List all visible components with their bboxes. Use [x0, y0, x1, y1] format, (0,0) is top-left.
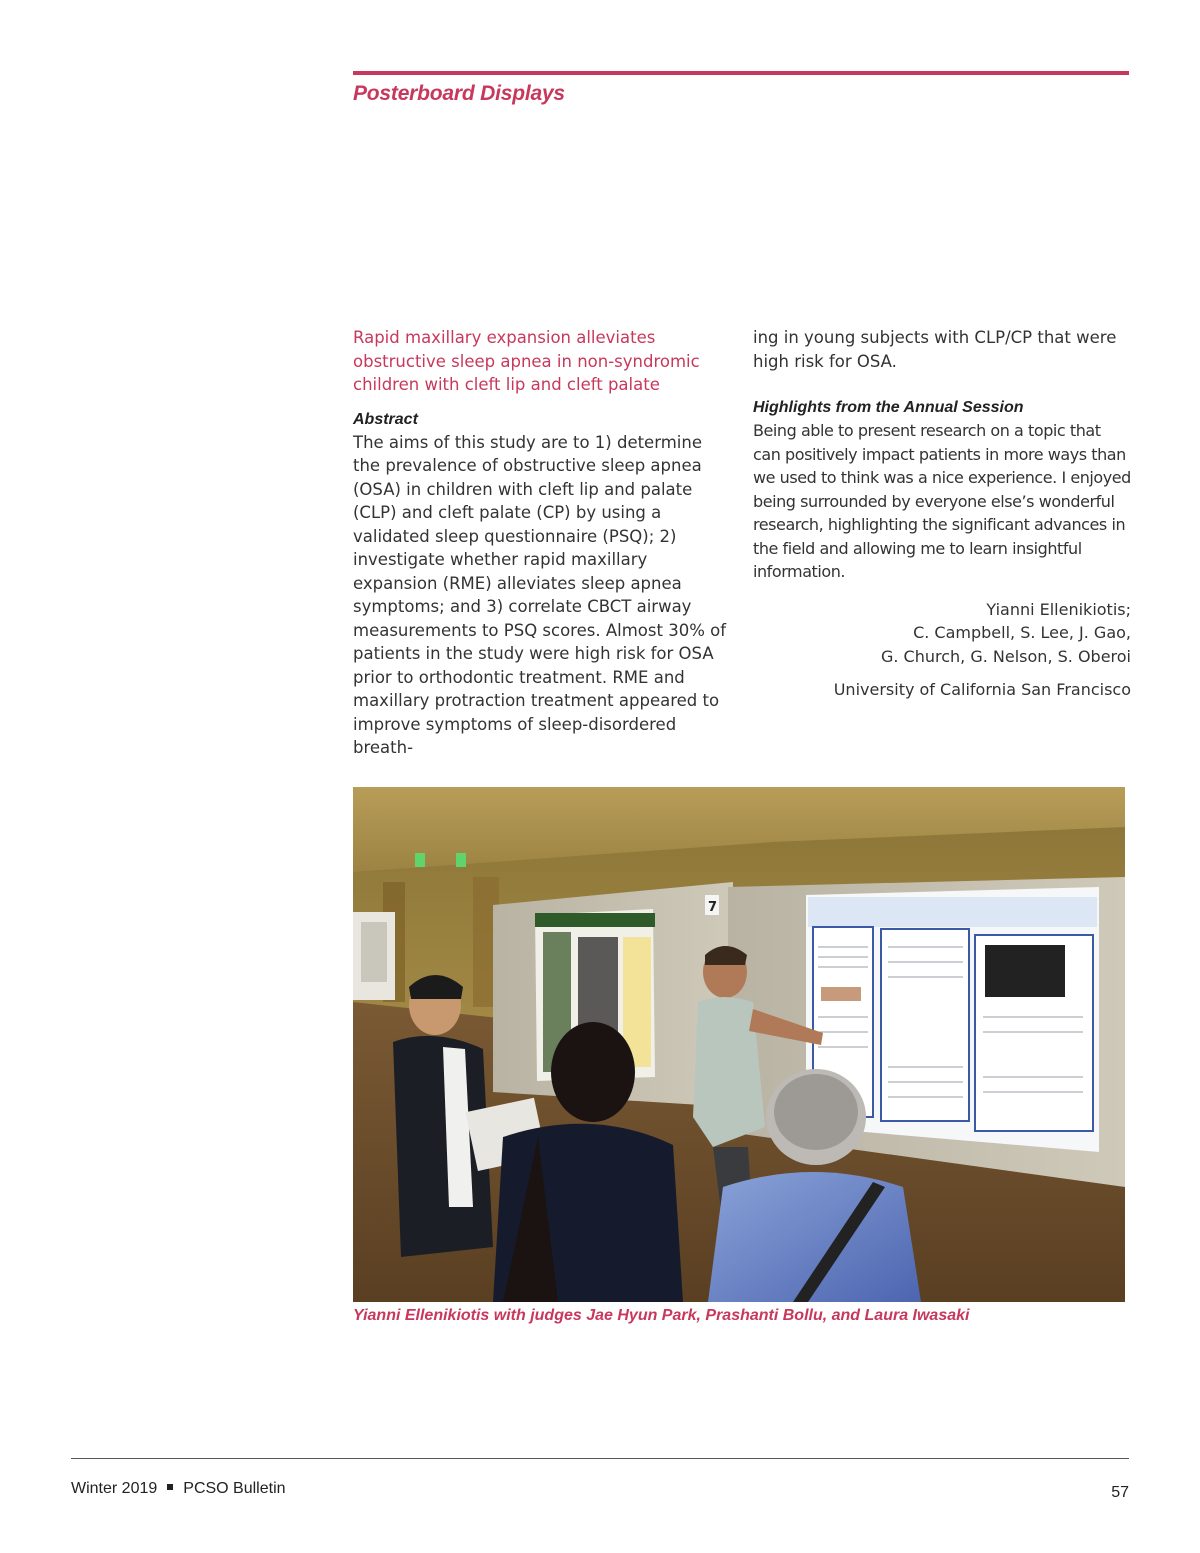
author-line: G. Church, G. Nelson, S. Oberoi: [880, 646, 1131, 666]
author-line: Yianni Ellenikiotis;: [986, 599, 1131, 619]
poster-session-photo: [353, 787, 1125, 1302]
board-number: 7: [708, 900, 718, 915]
abstract-text-col1: The aims of this study are to 1) determine the prevalence of obstructive sleep apnea (OSA) in children with cleft lip and palate (CLP) and cleft palate (CP) by using a validated sleep questionnaire (PSQ); 2) investigate whether rapid maxillary expansion (RME) alleviates sleep apnea symptoms; and 3) correlate CBCT airway measurements to PSQ scores. Almost 30% of patients in the study were high risk for OSA prior to orthodontic treatment. RME and maxillary protraction treatment appeared to improve symptoms of sleep-disordered breath-: [353, 432, 727, 757]
highlights-text: Being able to present research on a topic that can positively impact patients in more ways than we used to think was a nice experience. I enjoyed being surrounded by everyone else’s wonderful research, highlighting the significant advances in the field and allowing me to learn insightful information.: [753, 421, 1131, 581]
photo-caption: Yianni Ellenikiotis with judges Jae Hyun Park, Prashanti Bollu, and Laura Iwasaki: [353, 1307, 970, 1324]
footer-separator: [167, 1484, 173, 1490]
author-list: [753, 598, 1131, 669]
abstract-heading: Abstract: [353, 410, 418, 428]
footer-publication: PCSO Bulletin: [183, 1480, 286, 1497]
footer-rule: [71, 1458, 1129, 1459]
footer-issue: [71, 1480, 286, 1498]
article-column-left: [353, 326, 731, 760]
highlights-heading: Highlights from the Annual Session: [753, 399, 1024, 416]
affiliation: University of California San Francisco: [833, 680, 1131, 699]
article-title: Rapid maxillary expansion alleviates obstructive sleep apnea in non-syndromic children with cleft lip and cleft palate: [353, 328, 700, 394]
page-number: 57: [1111, 1484, 1129, 1501]
section-title: Posterboard Displays: [353, 82, 565, 105]
header-rule: [353, 71, 1129, 75]
abstract-text-col2: ing in young subjects with CLP/CP that were high risk for OSA.: [753, 328, 1117, 371]
article-column-right: [753, 326, 1131, 701]
author-line: C. Campbell, S. Lee, J. Gao,: [913, 623, 1131, 642]
footer-issue-date: Winter 2019: [71, 1480, 158, 1497]
